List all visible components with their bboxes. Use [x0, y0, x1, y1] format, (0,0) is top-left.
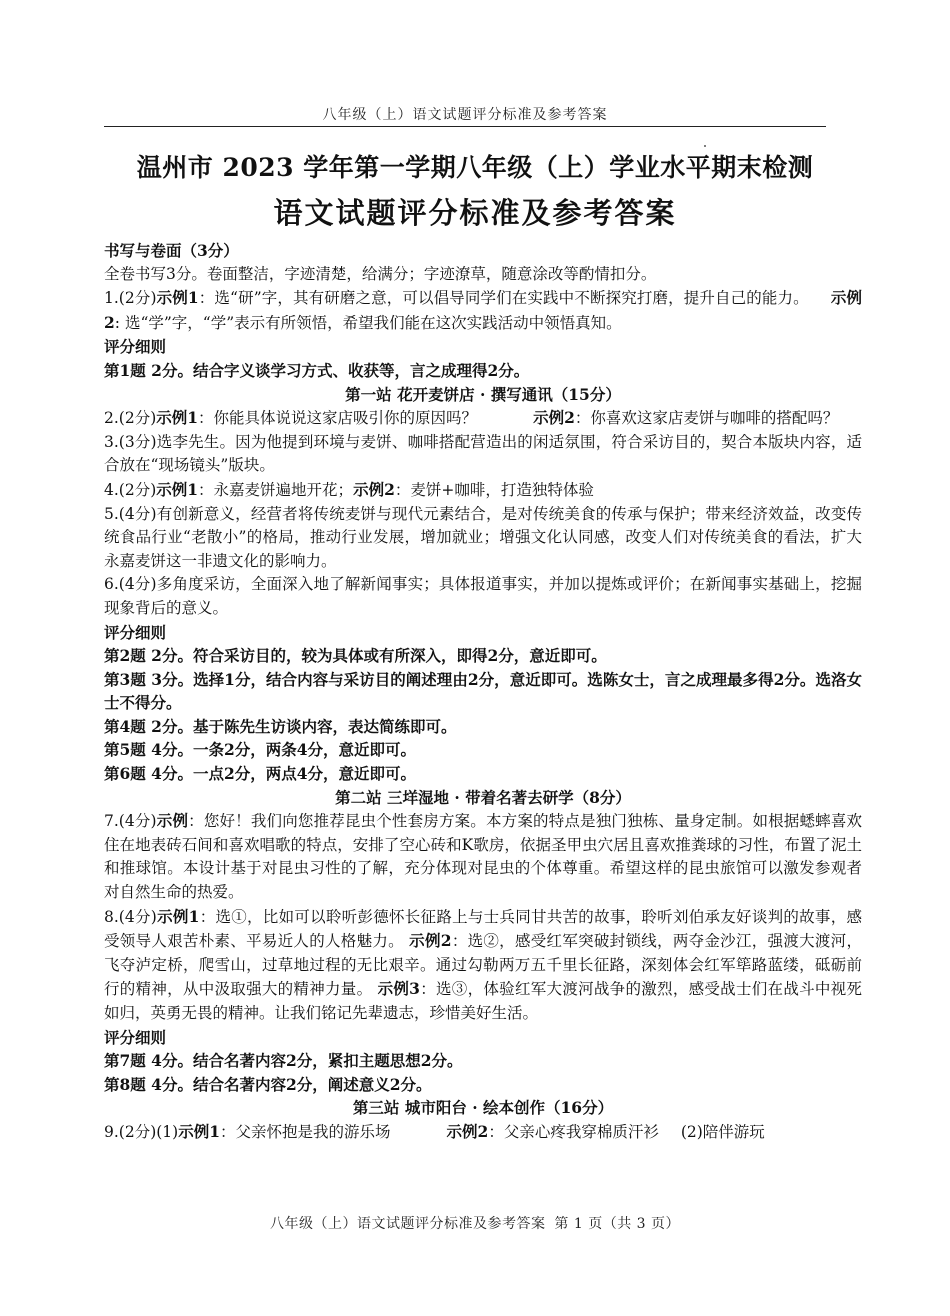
- document-title: 温州市 2023 学年第一学期八年级（上）学业水平期末检测: [136, 153, 814, 182]
- example-label: 示例1: [156, 288, 199, 308]
- example-label: 示例2: [409, 931, 452, 951]
- footer-title: 八年级（上）语文试题评分标准及参考答案: [269, 1216, 546, 1232]
- question-number: 1.(2分): [104, 289, 157, 308]
- answer-text: ：选②，感受红军突破封锁线，两夺金沙江，强渡大渡河，飞夺泸定桥，爬雪山，过草地过程的无比艰辛。通过勾勒两万五千里长征路，深刻体会红军筚路蓝缕，砥砺前行的精神，从中汲取强大的精神力量。: [104, 932, 862, 999]
- answer-q8: [104, 905, 862, 1026]
- example-label: 示例1: [156, 408, 199, 428]
- rubric-line: 第6题 4分。一点2分，两点4分，意近即可。: [104, 764, 417, 784]
- answer-q6: 6.(4分)多角度采访，全面深入地了解新闻事实；具体报道事实，并加以提炼或评价；在新闻事实基础上，挖掘现象背后的意义。: [104, 575, 862, 617]
- page-footer: [104, 1213, 846, 1233]
- rubric-heading: 评分细则: [104, 337, 167, 357]
- answer-text: ：选③，体验红军大渡河战争的激烈，感受战士们在战斗中视死如归，英勇无畏的精神。让我们铭记先辈遗志，珍惜美好生活。: [104, 980, 862, 1022]
- document-body: [104, 239, 862, 1145]
- answer-text: ：父亲怀抱是我的游乐场: [220, 1122, 391, 1141]
- section-heading-writing: 书写与卷面（3分）: [104, 241, 239, 260]
- paragraph-writing: 全卷书写3分。卷面整洁，字迹清楚，给满分；字迹潦草，随意涂改等酌情扣分。: [104, 264, 657, 283]
- rubric-line: 第1题 2分。结合字义谈学习方式、收获等，言之成理得2分。: [104, 360, 530, 380]
- header-rule: [104, 126, 826, 127]
- station-2-heading: 第二站 三垟湿地 · 带着名著去研学（8分）: [335, 787, 631, 807]
- answer-text: : 选“学”字，“学”表示有所领悟，希望我们能在这次实践活动中领悟真知。: [114, 313, 622, 332]
- rubric-line: 第2题 2分。符合采访目的，较为具体或有所深入，即得2分，意近即可。: [104, 646, 607, 666]
- answer-text: ：选“研”字，其有研磨之意，可以倡导同学们在实践中不断探究打磨，提升自己的能力。: [198, 289, 809, 308]
- answer-text: (2)陪伴游玩: [680, 1122, 765, 1141]
- example-label: 示例2: [104, 288, 862, 332]
- station-1-heading: 第一站 花开麦饼店 · 撰写通讯（15分）: [345, 384, 621, 404]
- scan-speck: [704, 145, 706, 147]
- station-3-heading: 第三站 城市阳台 · 绘本创作（16分）: [352, 1098, 614, 1118]
- answer-q3: 3.(3分)选李先生。因为他提到环境与麦饼、咖啡搭配营造出的闲适氛围，符合采访目的，契合本版块内容，适合放在“现场镜头”版块。: [104, 432, 862, 475]
- footer-page-number: 第 1 页（共 3 页）: [554, 1216, 681, 1232]
- example-label: 示例2: [446, 1121, 489, 1141]
- question-number: 4.(2分): [104, 480, 157, 499]
- rubric-line: 第5题 4分。一条2分，两条4分，意近即可。: [104, 740, 417, 760]
- example-label: 示例2: [533, 408, 575, 428]
- example-label: 示例3: [377, 979, 420, 999]
- rubric-line: 第8题 4分。结合名著内容2分，阐述意义2分。: [104, 1074, 432, 1094]
- document-subtitle: 语文试题评分标准及参考答案: [273, 196, 677, 230]
- answer-text: ：父亲心疼我穿棉质汗衫: [488, 1122, 659, 1141]
- example-label: 示例1: [178, 1121, 220, 1141]
- question-number: 2.(2分): [104, 409, 157, 428]
- question-number: 7.(4分): [104, 812, 157, 831]
- example-label: 示例1: [156, 479, 199, 499]
- rubric-line: 第7题 4分。结合名著内容2分，紧扣主题思想2分。: [104, 1051, 463, 1071]
- answer-text: ：麦饼+咖啡，打造独特体验: [394, 480, 594, 499]
- question-number: 9.(2分)(1): [104, 1122, 179, 1141]
- rubric-line: 第3题 3分。选择1分，结合内容与采访目的阐述理由2分，意近即可。选陈女士，言之成理最多得2分。选洛女士不得分。: [104, 669, 862, 713]
- answer-q7: [104, 809, 862, 904]
- answer-q4: [104, 478, 862, 503]
- example-label: 示例2: [353, 479, 395, 499]
- answer-text: ：永嘉麦饼遍地开花；: [198, 480, 354, 499]
- rubric-heading: 评分细则: [104, 1027, 167, 1047]
- answer-q2: [104, 406, 862, 431]
- running-header: 八年级（上）语文试题评分标准及参考答案: [322, 107, 608, 123]
- answer-q5: 5.(4分)有创新意义，经营者将传统麦饼与现代元素结合，是对传统美食的传承与保护；带来经济效益，改变传统食品行业“老散小”的格局，推动行业发展，增加就业；增强文化认同感，改变人们对传统美食的看法，扩大永嘉麦饼这一非遗文化的影响力。: [104, 504, 862, 570]
- question-number: 8.(4分): [104, 907, 157, 926]
- rubric-line: 第4题 2分。基于陈先生访谈内容，表达简练即可。: [104, 716, 457, 736]
- example-label: 示例1: [156, 906, 200, 926]
- answer-text: ：您好！我们向您推荐昆虫个性套房方案。本方案的特点是独门独栋、量身定制。如根据蟋蟀喜欢住在地表砖石间和喜欢唱歌的特点，安排了空心砖和K歌房，依据圣甲虫穴居且喜欢推粪球的习性，布置了泥土和推球馆。本设计基于对昆虫习性的了解，充分体现对昆虫的个体尊重。希望这样的昆虫旅馆可以激发参观者对自然生命的热爱。: [104, 812, 862, 902]
- rubric-heading: 评分细则: [104, 622, 167, 642]
- answer-q1: [104, 286, 862, 335]
- answer-q9: [104, 1120, 862, 1145]
- example-label: 示例: [156, 811, 189, 831]
- answer-text: ：你喜欢这家店麦饼与咖啡的搭配吗？: [574, 409, 839, 428]
- answer-text: ：你能具体说说这家店吸引你的原因吗？: [198, 409, 478, 428]
- answer-text: ：选①，比如可以聆听彭德怀长征路上与士兵同甘共苦的故事，聆听刘伯承友好谈判的故事，感受领导人艰苦朴素、平易近人的人格魅力。: [104, 907, 862, 951]
